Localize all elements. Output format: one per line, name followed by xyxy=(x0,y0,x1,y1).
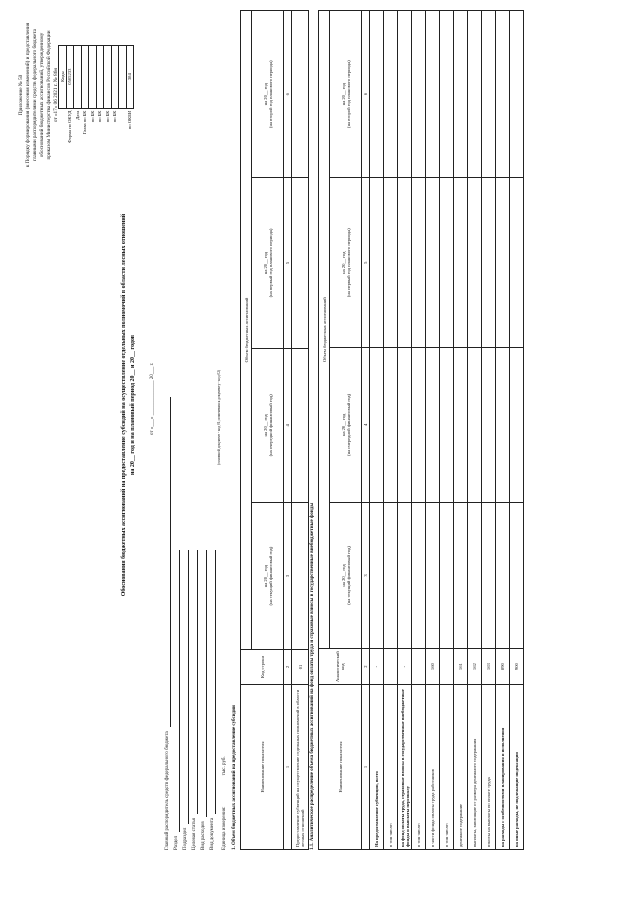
title-line-1: Обоснования бюджетных ассигнований на предоставление субсидий на осуществление отдельных полномочий в области лесных отношений xyxy=(121,213,127,597)
appendix-line: обоснований бюджетных ассигнований, утвержденному xyxy=(39,32,46,158)
s11-cell xyxy=(426,502,440,649)
table-row xyxy=(426,11,440,850)
s11-cell xyxy=(482,11,496,178)
table-row xyxy=(398,11,412,850)
appendix-line: главными распорядителями средств федерального бюджета xyxy=(32,29,39,161)
title-line-2: на 20__ год и на плановый период 20__ и 20__ годов xyxy=(130,334,136,476)
units-value: тыс. руб. xyxy=(222,756,227,776)
s11-row-code xyxy=(412,649,426,685)
meta-label: Вид документа xyxy=(210,817,216,850)
s11-cell xyxy=(454,502,468,649)
s1-col: на 20__ год (на текущий финансовый год) xyxy=(252,503,284,650)
s11-row-label: в том числе: xyxy=(384,685,398,850)
codes-label: по ОКЕИ xyxy=(127,110,133,130)
codes-value: 0505233 xyxy=(66,45,74,108)
s11-cell xyxy=(384,178,398,348)
s11-num: 6 xyxy=(362,11,370,178)
appendix-header xyxy=(18,20,60,170)
table-row xyxy=(510,11,524,850)
table-row xyxy=(384,11,398,850)
codes-value xyxy=(74,45,82,108)
table-row xyxy=(468,11,482,850)
s1-col-name: Наименование показателя xyxy=(241,685,284,850)
s11-cell xyxy=(426,178,440,348)
s11-cell xyxy=(440,348,454,502)
s11-cell xyxy=(384,348,398,502)
s11-cell xyxy=(510,11,524,178)
codes-header: Коды xyxy=(59,45,67,108)
s11-cell xyxy=(398,502,412,649)
s11-cell xyxy=(398,11,412,178)
s11-col: на 20__ год (на очередной финансовый год) xyxy=(330,348,362,502)
s11-row-label: на иные расходы, не подлежащие индексации xyxy=(510,685,524,850)
s11-cell xyxy=(454,178,468,348)
s11-row-code: 161 xyxy=(454,649,468,685)
appendix-number: Приложение № 50 xyxy=(18,74,24,116)
meta-label: Главный распорядитель средств федерального бюджета xyxy=(165,731,171,850)
s11-row-label: в том числе: xyxy=(440,685,454,850)
s11-cell xyxy=(440,502,454,649)
appendix-line: к Порядку формирования (внесения изменений) и представления xyxy=(25,22,32,168)
codes-label: Дата xyxy=(74,110,80,120)
s11-cell xyxy=(468,11,482,178)
s1-cell xyxy=(292,11,309,178)
table-row xyxy=(412,11,426,850)
table-row xyxy=(496,11,510,850)
s11-col: на 20__ год (на второй год планового периода) xyxy=(330,11,362,178)
s11-group: Объем бюджетных ассигнований xyxy=(319,11,330,649)
codes-label: по БК xyxy=(97,110,103,123)
s11-cell xyxy=(426,348,440,502)
s11-cell xyxy=(510,178,524,348)
s11-cell xyxy=(370,11,384,178)
meta-label: Подраздел xyxy=(183,827,189,850)
s1-num: 4 xyxy=(284,348,292,503)
s11-col: на 20__ год (на текущий финансовый год) xyxy=(330,502,362,649)
codes-label: Глава по БК xyxy=(82,110,88,135)
s11-cell xyxy=(370,178,384,348)
s1-col-code: Код строки xyxy=(241,650,284,685)
table-row xyxy=(440,11,454,850)
table-row xyxy=(454,11,468,850)
codes-value xyxy=(96,45,104,108)
s11-cell xyxy=(482,502,496,649)
appendix-line: от «17» 06 2021 г. № 86н xyxy=(53,67,60,123)
meta-note: (основной документ - код 01; изменения к документу - код 02) xyxy=(217,369,221,465)
s11-body xyxy=(370,11,524,850)
s1-num: 3 xyxy=(284,503,292,650)
document-title xyxy=(120,25,138,785)
s11-cell xyxy=(370,502,384,649)
s11-cell xyxy=(412,502,426,649)
s11-row-code: - xyxy=(370,649,384,685)
section1-title: 1. Объем бюджетных ассигнований на предоставление субсидии xyxy=(232,705,237,850)
codes-label: Форма по ОКУД xyxy=(67,110,73,143)
s1-col: на 20__ год (на очередной финансовый год) xyxy=(252,348,284,503)
s11-num: 3 xyxy=(362,502,370,649)
meta-label: Вид расходов xyxy=(201,821,207,850)
codes-label: по БК xyxy=(112,110,118,123)
codes-value xyxy=(104,45,112,108)
s11-cell xyxy=(370,348,384,502)
s11-cell xyxy=(412,178,426,348)
s11-row-code: 162 xyxy=(468,649,482,685)
table-row xyxy=(482,11,496,850)
s11-row-label: на расходы с особенностями планирования и исполнения xyxy=(496,685,510,850)
s1-num: 1 xyxy=(284,685,292,850)
s11-cell xyxy=(412,348,426,502)
s11-cell xyxy=(454,11,468,178)
s11-cell xyxy=(468,348,482,502)
s11-row-label: На предоставление субвенции, всего xyxy=(370,685,384,850)
s1-col: на 20__ год (на первый год планового периода) xyxy=(252,178,284,348)
s11-cell xyxy=(384,502,398,649)
s1-cell xyxy=(292,348,309,503)
section1-table xyxy=(240,10,309,850)
document-date: от «___» ______________ 20___ г. xyxy=(150,362,155,435)
s11-row-label: выплаты, зависящие от размера денежного содержания xyxy=(468,685,482,850)
s11-cell xyxy=(510,502,524,649)
meta-block xyxy=(162,550,216,850)
appendix-line: приказом Министерства финансов Российской Федерации xyxy=(46,30,53,160)
s11-row-code: - xyxy=(398,649,412,685)
table-row xyxy=(370,11,384,850)
s11-cell xyxy=(398,348,412,502)
s1-cell xyxy=(292,503,309,650)
s1-num: 2 xyxy=(284,650,292,685)
section11-title: 1.1. Аналитическое распределение объема бюджетных ассигнований на фонд оплаты труда и страховые взносы в государственные внебюджетные фонды xyxy=(310,502,315,850)
s1-group: Объем бюджетных ассигнований xyxy=(241,11,252,650)
s11-cell xyxy=(482,348,496,502)
s11-cell xyxy=(496,502,510,649)
s11-cell xyxy=(440,178,454,348)
s11-cell xyxy=(454,348,468,502)
s11-col-code: Аналитический код xyxy=(319,649,362,685)
s11-cell xyxy=(496,178,510,348)
s1-row-code: 01 xyxy=(292,650,309,685)
s11-cell xyxy=(398,178,412,348)
s11-cell xyxy=(440,11,454,178)
s1-num: 6 xyxy=(284,11,292,178)
s11-cell xyxy=(482,178,496,348)
s11-cell xyxy=(468,502,482,649)
s11-row-label: денежное содержание xyxy=(454,685,468,850)
s11-cell xyxy=(496,11,510,178)
s11-col-name: Наименование показателя xyxy=(319,685,362,850)
codes-label: по БК xyxy=(104,110,110,123)
s11-cell xyxy=(384,11,398,178)
s11-num: 5 xyxy=(362,178,370,348)
codes-value xyxy=(81,45,89,108)
units-label: Единица измерения: xyxy=(222,806,227,850)
s11-row-code: 163 xyxy=(482,649,496,685)
s11-col: на 20__ год (на первый год планового периода) xyxy=(330,178,362,348)
s11-row-code xyxy=(440,649,454,685)
s11-num: 1 xyxy=(362,685,370,850)
s11-cell xyxy=(426,11,440,178)
codes-value xyxy=(89,45,97,108)
s11-cell xyxy=(412,11,426,178)
s11-row-label: взносы на выплаты по оплате труда xyxy=(482,685,496,850)
codes-label: по БК xyxy=(89,110,95,123)
s11-num: 2 xyxy=(362,649,370,685)
s11-row-code xyxy=(384,649,398,685)
s11-num: 4 xyxy=(362,348,370,502)
s11-row-label: в том числе: xyxy=(412,685,426,850)
codes-value xyxy=(111,45,119,108)
s1-row-label: Предоставление субвенций на осуществление отдельных полномочий в области лесных отношений xyxy=(292,685,309,850)
s1-col: на 20__ год (на второй год планового периода) xyxy=(252,11,284,178)
codes-value: 384 xyxy=(126,45,134,108)
units xyxy=(222,756,228,850)
s11-cell xyxy=(510,348,524,502)
s11-row-code: 890 xyxy=(496,649,510,685)
s11-cell xyxy=(468,178,482,348)
s11-row-label: на фонд оплаты труда, страховые взносы в государственные внебюджетные фонды и выплаты персоналу xyxy=(398,685,412,850)
s11-row-code: 900 xyxy=(510,649,524,685)
meta-label: Раздел xyxy=(174,835,180,850)
s1-cell xyxy=(292,178,309,348)
section11-table xyxy=(318,10,524,850)
s11-row-code: 160 xyxy=(426,649,440,685)
s11-row-label: в части фонда оплаты труда работников xyxy=(426,685,440,850)
s1-num: 5 xyxy=(284,178,292,348)
s11-cell xyxy=(496,348,510,502)
meta-label: Целевая статья xyxy=(192,818,198,850)
